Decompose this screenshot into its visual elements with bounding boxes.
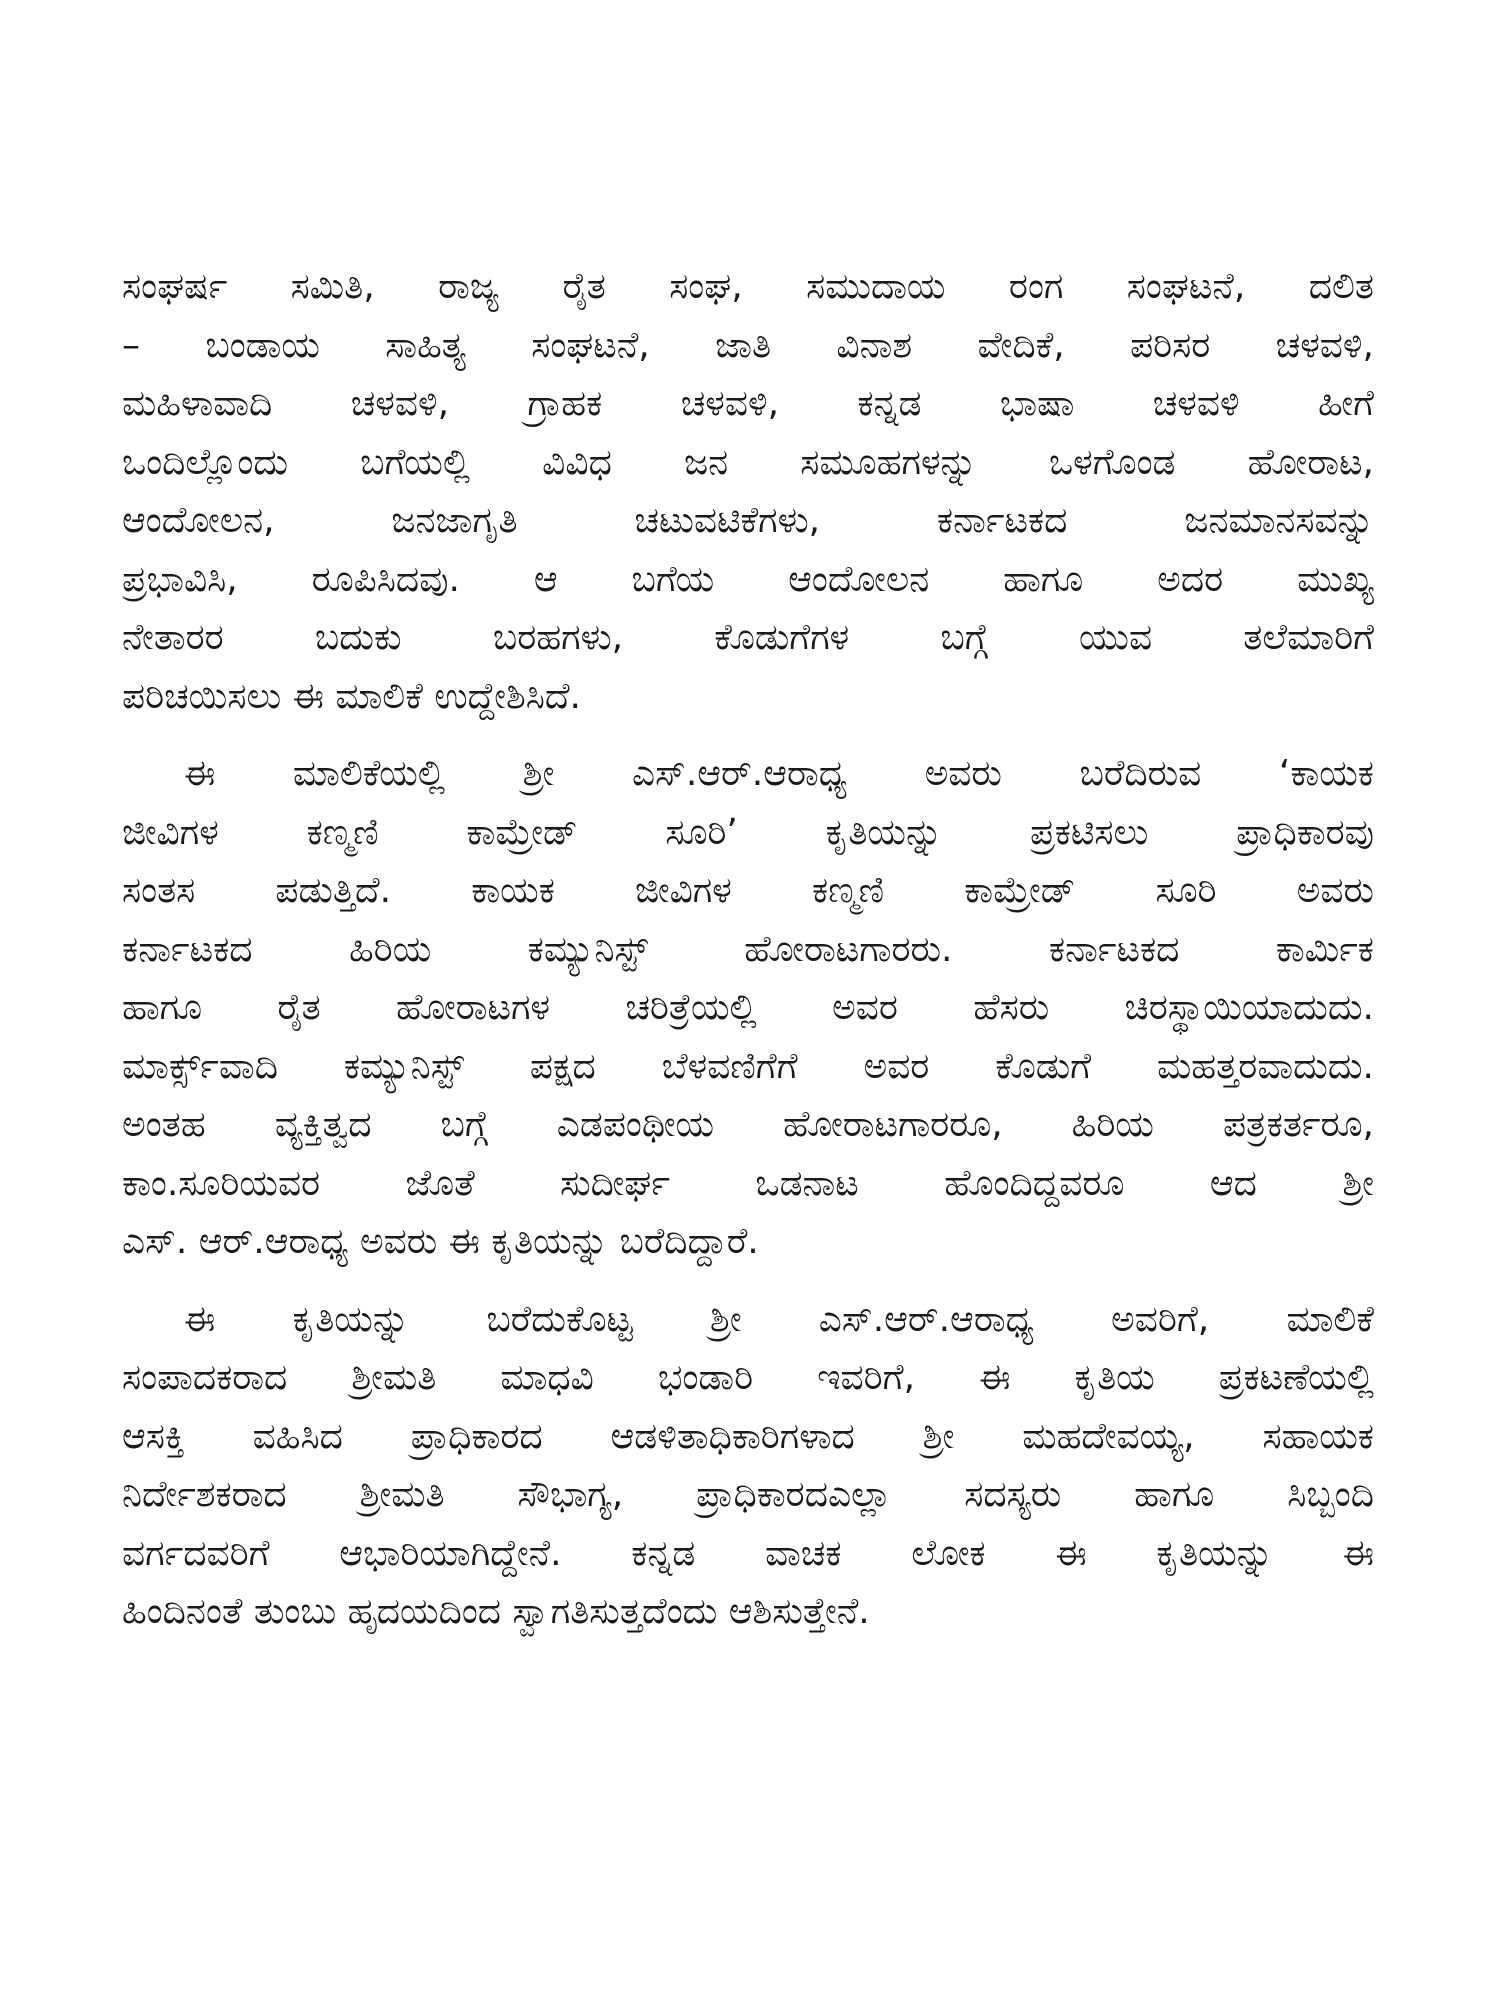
body-text	[122, 258, 1374, 1642]
text-line: ವರ್ಗದವರಿಗೆ ಆಭಾರಿಯಾಗಿದ್ದೇನೆ. ಕನ್ನಡ ವಾಚಕ ಲೋಕ ಈ ಕೃತಿಯನ್ನು ಈ	[122, 1532, 1374, 1574]
text-line: ಆಸಕ್ತಿ ವಹಿಸಿದ ಪ್ರಾಧಿಕಾರದ ಆಡಳಿತಾಧಿಕಾರಿಗಳಾದ ಶ್ರೀ ಮಹದೇವಯ್ಯ, ಸಹಾಯಕ	[122, 1415, 1374, 1457]
text-line: ಸಂಘರ್ಷ ಸಮಿತಿ, ರಾಜ್ಯ ರೈತ ಸಂಘ, ಸಮುದಾಯ ರಂಗ ಸಂಘಟನೆ, ದಲಿತ	[122, 266, 1374, 307]
text-line: ನಿರ್ದೇಶಕರಾದ ಶ್ರೀಮತಿ ಸೌಭಾಗ್ಯ, ಪ್ರಾಧಿಕಾರದಎಲ್ಲಾ ಸದಸ್ಯರು ಹಾಗೂ ಸಿಬ್ಬಂದಿ	[122, 1474, 1374, 1515]
text-line: ಅಂತಹ ವ್ಯಕ್ತಿತ್ವದ ಬಗ್ಗೆ ಎಡಪಂಥೀಯ ಹೋರಾಟಗಾರರೂ, ಹಿರಿಯ ಪತ್ರಕರ್ತರೂ,	[122, 1104, 1374, 1145]
text-line: ಈ ಮಾಲಿಕೆಯಲ್ಲಿ ಶ್ರೀ ಎಸ್.ಆರ್.ಆರಾಧ್ಯ ಅವರು ಬರೆದಿರುವ ‘ಕಾಯಕ	[184, 753, 1374, 794]
text-line: ಹಾಗೂ ರೈತ ಹೋರಾಟಗಳ ಚರಿತ್ರೆಯಲ್ಲಿ ಅವರ ಹೆಸರು ಚಿರಸ್ಥಾಯಿಯಾದುದು.	[122, 987, 1374, 1028]
text-line: ಸಂತಸ ಪಡುತ್ತಿದೆ. ಕಾಯಕ ಜೀವಿಗಳ ಕಣ್ಮಣಿ ಕಾಮ್ರೇಡ್ ಸೂರಿ ಅವರು	[122, 870, 1374, 911]
text-line: ಎಸ್. ಆರ್.ಆರಾಧ್ಯ ಅವರು ಈ ಕೃತಿಯನ್ನು ಬರೆದಿದ್ದಾರೆ.	[122, 1221, 759, 1262]
text-line: ಪರಿಚಯಿಸಲು ಈ ಮಾಲಿಕೆ ಉದ್ದೇಶಿಸಿದೆ.	[122, 675, 581, 717]
text-line: – ಬಂಡಾಯ ಸಾಹಿತ್ಯ ಸಂಘಟನೆ, ಜಾತಿ ವಿನಾಶ ವೇದಿಕೆ, ಪರಿಸರ ಚಳವಳಿ,	[122, 324, 1374, 366]
text-line: ನೇತಾರರ ಬದುಕು ಬರಹಗಳು, ಕೊಡುಗೆಗಳ ಬಗ್ಗೆ ಯುವ ತಲೆಮಾರಿಗೆ	[122, 617, 1374, 658]
text-line: ಮಾರ್ಕ್ಸ್‌ವಾದಿ ಕಮ್ಯುನಿಸ್ಟ್ ಪಕ್ಷದ ಬೆಳವಣಿಗೆಗೆ ಅವರ ಕೊಡುಗೆ ಮಹತ್ತರವಾದುದು.	[122, 1045, 1374, 1087]
text-line: ಸಂಪಾದಕರಾದ ಶ್ರೀಮತಿ ಮಾಧವಿ ಭಂಡಾರಿ ಇವರಿಗೆ, ಈ ಕೃತಿಯ ಪ್ರಕಟಣೆಯಲ್ಲಿ	[122, 1357, 1374, 1398]
text-line: ಈ ಕೃತಿಯನ್ನು ಬರೆದುಕೊಟ್ಟ ಶ್ರೀ ಎಸ್.ಆರ್.ಆರಾಧ್ಯ ಅವರಿಗೆ, ಮಾಲಿಕೆ	[184, 1298, 1374, 1340]
paragraph-1	[122, 258, 1374, 726]
paragraph-3	[122, 1291, 1374, 1642]
paragraph-2	[122, 745, 1374, 1272]
text-line: ಒಂದಿಲ್ಲೊಂದು ಬಗೆಯಲ್ಲಿ ವಿವಿಧ ಜನ ಸಮೂಹಗಳನ್ನು ಒಳಗೊಂಡ ಹೋರಾಟ,	[122, 441, 1374, 483]
text-line: ಹಿಂದಿನಂತೆ ತುಂಬು ಹೃದಯದಿಂದ ಸ್ವಾಗತಿಸುತ್ತದೆಂದು ಆಶಿಸುತ್ತೇನೆ.	[122, 1591, 870, 1632]
text-line: ಮಹಿಳಾವಾದಿ ಚಳವಳಿ, ಗ್ರಾಹಕ ಚಳವಳಿ, ಕನ್ನಡ ಭಾಷಾ ಚಳವಳಿ ಹೀಗೆ	[122, 383, 1374, 424]
text-line: ಆಂದೋಲನ, ಜನಜಾಗೃತಿ ಚಟುವಟಿಕೆಗಳು, ಕರ್ನಾಟಕದ ಜನಮಾನಸವನ್ನು	[122, 500, 1374, 541]
text-line: ಜೀವಿಗಳ ಕಣ್ಮಣಿ ಕಾಮ್ರೇಡ್ ಸೂರಿ’ ಕೃತಿಯನ್ನು ಪ್ರಕಟಿಸಲು ಪ್ರಾಧಿಕಾರವು	[122, 811, 1374, 853]
text-line: ಕರ್ನಾಟಕದ ಹಿರಿಯ ಕಮ್ಯುನಿಸ್ಟ್ ಹೋರಾಟಗಾರರು. ಕರ್ನಾಟಕದ ಕಾರ್ಮಿಕ	[122, 928, 1374, 970]
text-line: ಕಾಂ.ಸೂರಿಯವರ ಜೊತೆ ಸುದೀರ್ಘ ಒಡನಾಟ ಹೊಂದಿದ್ದವರೂ ಆದ ಶ್ರೀ	[122, 1162, 1374, 1204]
text-line: ಪ್ರಭಾವಿಸಿ, ರೂಪಿಸಿದವು. ಆ ಬಗೆಯ ಆಂದೋಲನ ಹಾಗೂ ಅದರ ಮುಖ್ಯ	[122, 558, 1374, 600]
